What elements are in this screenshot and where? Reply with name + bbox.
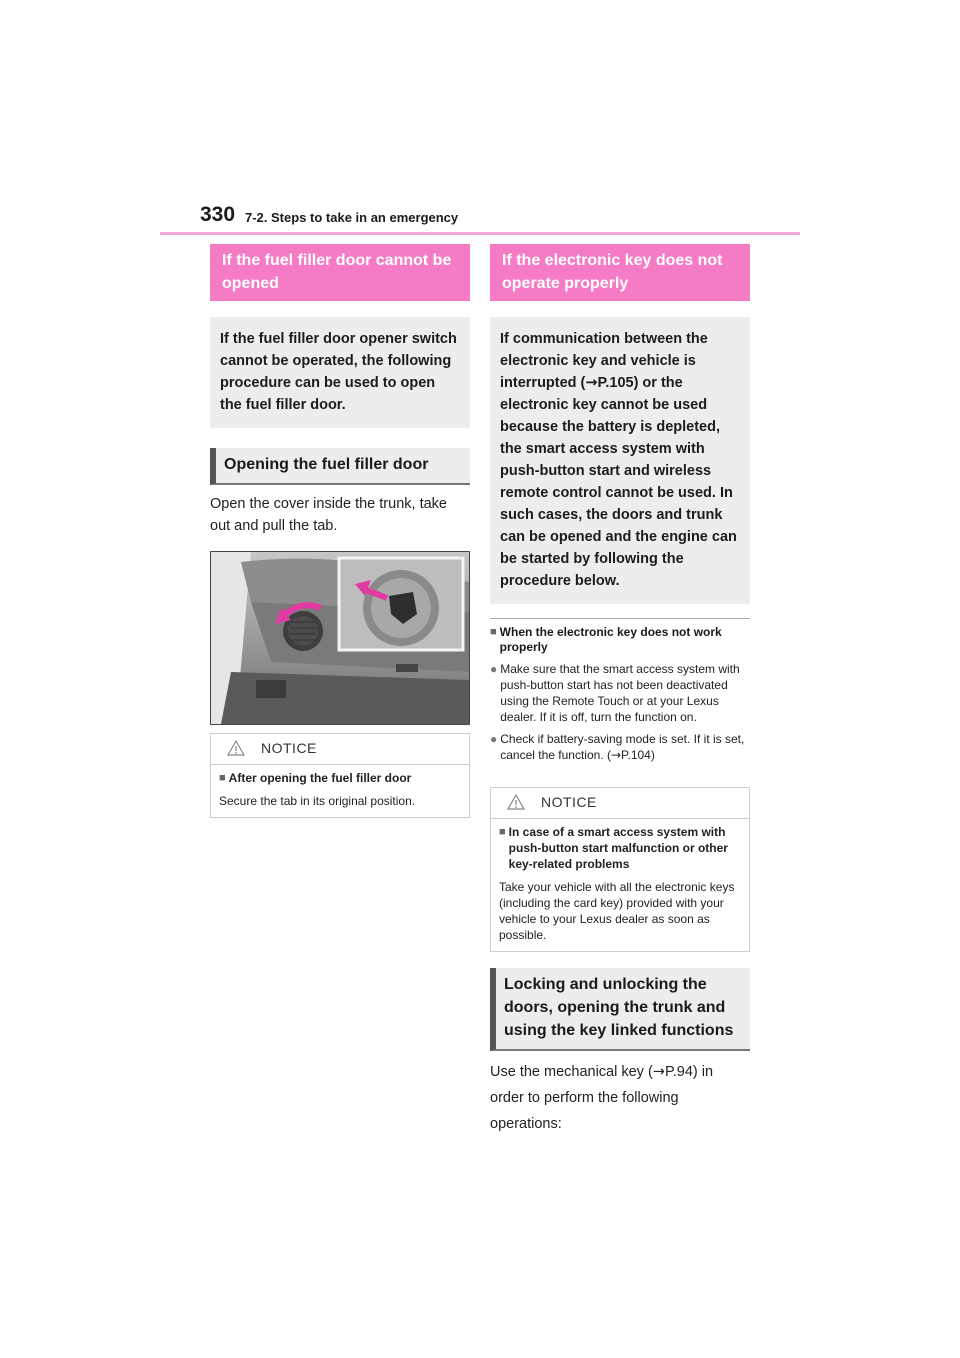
fuel-door-instruction: Open the cover inside the trunk, take out and pull the tab. (210, 496, 447, 534)
arrow-right-icon: → (652, 1064, 665, 1080)
left-column (210, 244, 470, 818)
notice-text: Take your vehicle with all the electronic keys (including the card key) provided with your vehicle to your Lexus dealer as soon as possible. (499, 880, 735, 942)
notice-label: NOTICE (261, 740, 317, 756)
arrow-right-icon: → (585, 375, 598, 391)
electronic-key-intro: If communication between the electronic key and vehicle is interrupted (→P.105) or the electronic key cannot be used because the battery is depleted, the smart access system with push-button start and wireless remote control cannot be used. In such cases, the doors and trunk can be opened and the engine can be started by following the procedure below. (490, 317, 750, 604)
fuel-door-notice (210, 733, 470, 818)
fuel-door-intro: If the fuel filler door opener switch cannot be operated, the following procedure can be used to open the fuel filler door. (210, 317, 470, 428)
warning-triangle-icon (507, 794, 525, 813)
list-item: ● Make sure that the smart access system with push-button start has not been deactivated using the Remote Touch or at your Lexus dealer. If it is off, turn the function on. (490, 662, 740, 724)
info-rule (490, 618, 750, 619)
notice-header (491, 788, 749, 819)
page-reference: P.104 (621, 748, 651, 762)
section-title: 7-2. Steps to take in an emergency (245, 210, 459, 225)
notice-header (211, 734, 469, 765)
list-item: ● Check if battery-saving mode is set. If it is set, cancel the function. (→P.104) (490, 732, 745, 762)
square-bullet-icon: ■ (499, 826, 506, 838)
square-bullet-icon: ■ (219, 772, 226, 784)
key-notice (490, 787, 750, 952)
notice-subheading: ■ In case of a smart access system with push-button start malfunction or other key-related problems (499, 825, 728, 871)
page-reference: P.94 (664, 1064, 693, 1080)
trunk-cover-illustration (210, 551, 470, 725)
fuel-door-title: If the fuel filler door cannot be opened (210, 244, 470, 301)
arrow-right-icon: → (610, 748, 622, 762)
electronic-key-title: If the electronic key does not operate properly (490, 244, 750, 301)
header-rule (160, 232, 800, 235)
trunk-photo-icon (211, 552, 469, 724)
info-heading: ■ When the electronic key does not work properly (490, 625, 722, 654)
round-bullet-icon: ● (490, 662, 498, 676)
page-reference: P.105 (597, 375, 634, 391)
round-bullet-icon: ● (490, 732, 498, 746)
notice-subheading: ■ After opening the fuel filler door (219, 771, 412, 785)
locking-unlocking-heading: Locking and unlocking the doors, opening the trunk and using the key linked functions (490, 968, 750, 1051)
notice-text: Secure the tab in its original position. (219, 794, 416, 808)
mechanical-key-text: Use the mechanical key (→P.94) in order to perform the following operations: (490, 1064, 714, 1132)
warning-triangle-icon (227, 740, 245, 759)
square-bullet-icon: ■ (490, 626, 497, 638)
page-number: 330 (200, 203, 236, 226)
right-column (490, 244, 750, 1137)
notice-label: NOTICE (541, 794, 597, 810)
opening-fuel-door-heading: Opening the fuel filler door (210, 448, 470, 485)
